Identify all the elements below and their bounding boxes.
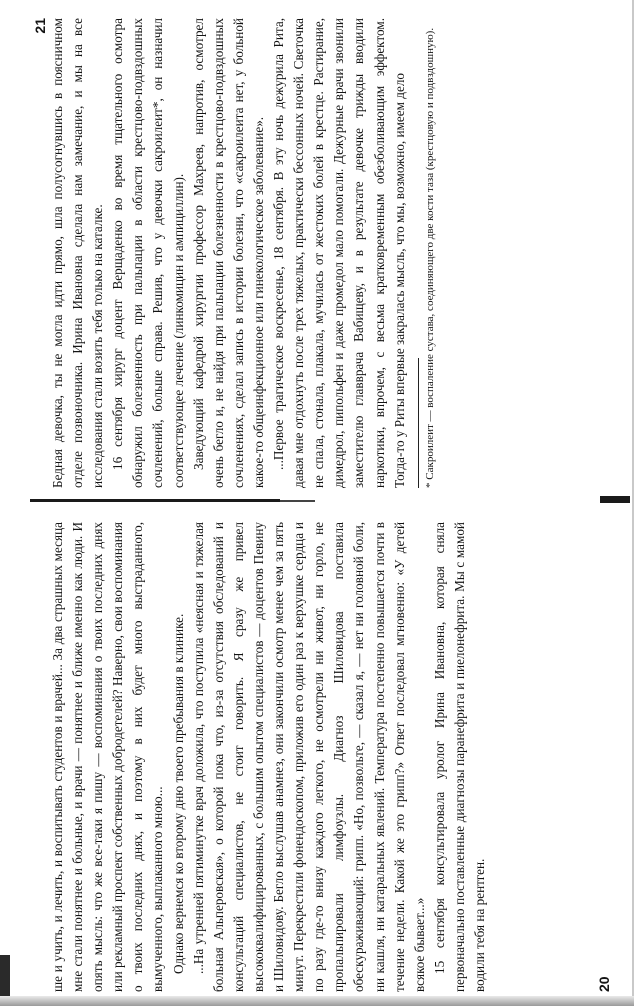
footnote-divider [418, 358, 419, 488]
paragraph: 16 сентября хирург доцент Верщаденко во время тщательного осмотра обнаружил болезненность при пальпации в области крестцово-подвздошных сочленений, больше справа. Решив, что у девочки сакроилеит*, он назначил соответствующее лечение (линкомицин и ампициллин). [110, 18, 186, 488]
page-number: 20 [596, 976, 612, 992]
paragraph: ...Первое трагическое воскресенье, 18 сентября. В эту ночь дежурила Рита, давая мне отдохнуть после трех тяжелых, практически бессонных ночей. Светочка не спала, стонала, плакала, мучилась от жестоких болей в крестце. Растирание, димедрол, пипольфен и даже промедол мало помогали. Дежурные врачи звонили заместителю главврача Вабищеву, и в результате девочке трижды вводили наркотики, впрочем, с весьма кратковременным обезболивающим эффектом. Тогда-то у Риты впервые закралась мысль, что мы, возможно, имеем дело [271, 18, 407, 488]
page-number: 21 [32, 18, 48, 34]
page-20 [48, 522, 612, 992]
paragraph: Однако вернемся ко второму дню твоего пребывания в клинике. [170, 613, 186, 974]
page-text [48, 18, 410, 488]
page-text [48, 522, 490, 992]
paragraph: ...На утренней пятиминутке врач доложила, что поступила «неясная и тяжелая больная Альперовская», о которой пока что, из-за отсутствия обследований и консультаций специалистов, не стоит говорить. Я сразу же привел высококвалифицированных, с большим опытом специалистов — доцентов Певину и Шиловидову. Бегло выслушав анамнез, они закончили осмотр менее чем за пять минут. Перекрестили фонендоскопом, приложив его один раз к верхушке сердца и по разу где-то внизу каждого легкого, не осмотрели ни живот, ни горло, не пропальпировали лимфоузлы. Диагноз Шиловидова поставила обескураживающий: грипп. «Но, позвольте, — сказал я, — нет ни головной боли, ни кашля, ни катаральных явлений. Температура постепенно повышается почти в течение недели. Какой же это грипп?» Ответ последовал мгновенно: «У детей всякое бывает...» [190, 522, 427, 992]
scan-shadow [0, 996, 634, 1006]
paragraph: Бедная девочка, ты не могла идти прямо, шла полусогнувшись в поясничном отделе позвоночника. Ирина Ивановна сделала нам замечание, и мы на все исследования стали возить тебя только на каталке. [50, 18, 106, 488]
paragraph: ше и учить, и лечить, и воспитывать студентов и врачей... За два страшных месяца мне стали понятнее и больные, и врачи — понятнее и ближе именно как люди. И опять мысль: что же все-таки я пишу — воспоминания о твоих последних днях или рекламный проспект собственных добродетелей? Наверно, свои воспоминания о твоих последних днях, и поэтому в них будет много выстраданного, вымученного, выплаканного мною... [50, 522, 166, 992]
page-fold [0, 496, 634, 506]
footnote: * Сакроилеит — воспаление сустава, соединяющего две кости таза (крестцовую и подвздошную). [423, 27, 436, 488]
paragraph: Заведующий кафедрой хирургии профессор Махреев, напротив, осмотрел очень бегло и, не найдя при пальпации болезненности в крестцово-подвздошных сочленениях, сделал запись в истории болезни, что «сакроилеита нет, у больной какое-то общеинфекционное или гинекологическое заболевание». [190, 18, 266, 488]
paragraph: 15 сентября консультировала уролог Ирина Ивановна, которая сняла первоначально поставленные диагнозы паранефрита и пиелонефрита. Мы с мамой водили тебя на рентген. [431, 522, 487, 992]
page-21 [32, 18, 608, 488]
